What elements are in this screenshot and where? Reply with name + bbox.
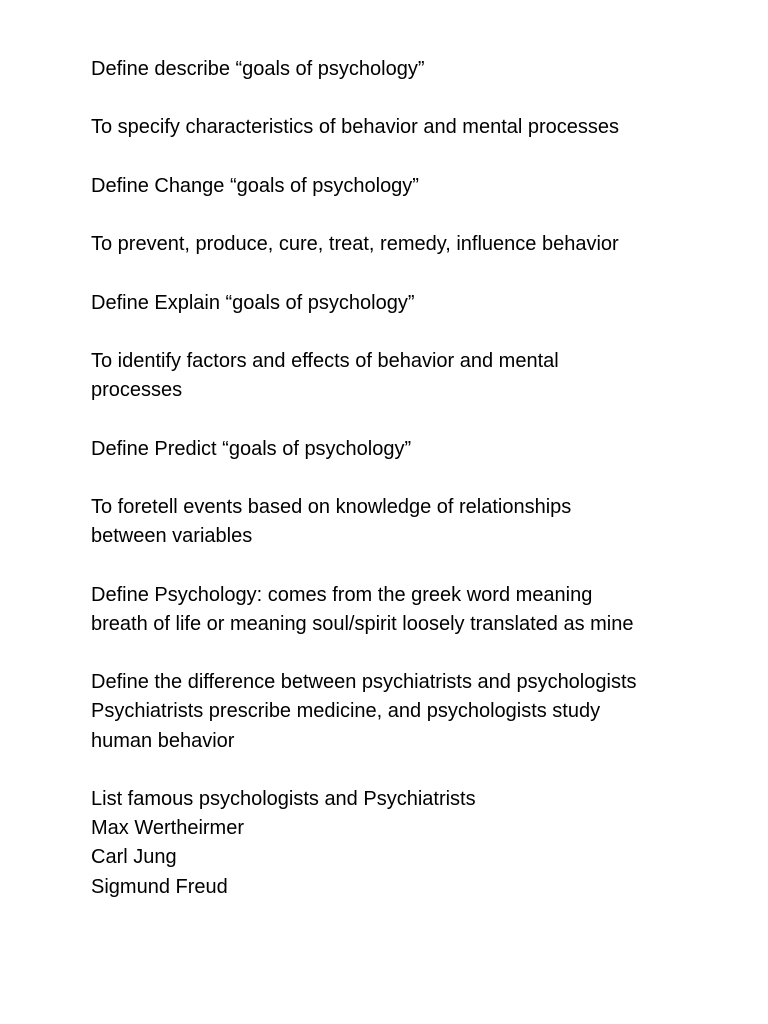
text-line: Define Psychology: comes from the greek word meaning [91, 583, 593, 606]
text-line: human behavior [91, 729, 235, 752]
paragraph-predict-answer [91, 493, 731, 551]
paragraph-difference [91, 668, 731, 756]
paragraph-explain-question [91, 289, 731, 318]
paragraph-explain-answer [91, 347, 731, 405]
document-body [91, 55, 731, 931]
text-line: To identify factors and effects of behavior and mental [91, 349, 559, 372]
text-line: To prevent, produce, cure, treat, remedy, influence behavior [91, 233, 619, 256]
text-line: Define Change “goals of psychology” [91, 174, 419, 197]
paragraph-psychology-definition [91, 581, 731, 639]
list-item: Carl Jung [91, 846, 177, 869]
paragraph-describe-answer [91, 113, 731, 142]
text-line: processes [91, 379, 183, 402]
paragraph-famous-list [91, 785, 731, 902]
text-line: Define describe “goals of psychology” [91, 58, 425, 80]
text-line: Define Predict “goals of psychology” [91, 437, 412, 460]
paragraph-describe-question [91, 55, 731, 84]
paragraph-predict-question [91, 435, 731, 464]
text-line: between variables [91, 525, 253, 548]
list-heading: List famous psychologists and Psychiatrists [91, 787, 476, 810]
text-line: To foretell events based on knowledge of relationships [91, 495, 572, 518]
text-line: Psychiatrists prescribe medicine, and psychologists study [91, 700, 601, 723]
paragraph-change-question [91, 172, 731, 201]
list-item: Sigmund Freud [91, 875, 228, 898]
paragraph-change-answer [91, 230, 731, 259]
text-line: Define the difference between psychiatrists and psychologists [91, 671, 637, 694]
text-line: Define Explain “goals of psychology” [91, 291, 415, 314]
text-line: To specify characteristics of behavior and mental processes [91, 116, 620, 139]
text-line: breath of life or meaning soul/spirit loosely translated as mine [91, 612, 634, 635]
list-item: Max Wertheirmer [91, 817, 244, 840]
